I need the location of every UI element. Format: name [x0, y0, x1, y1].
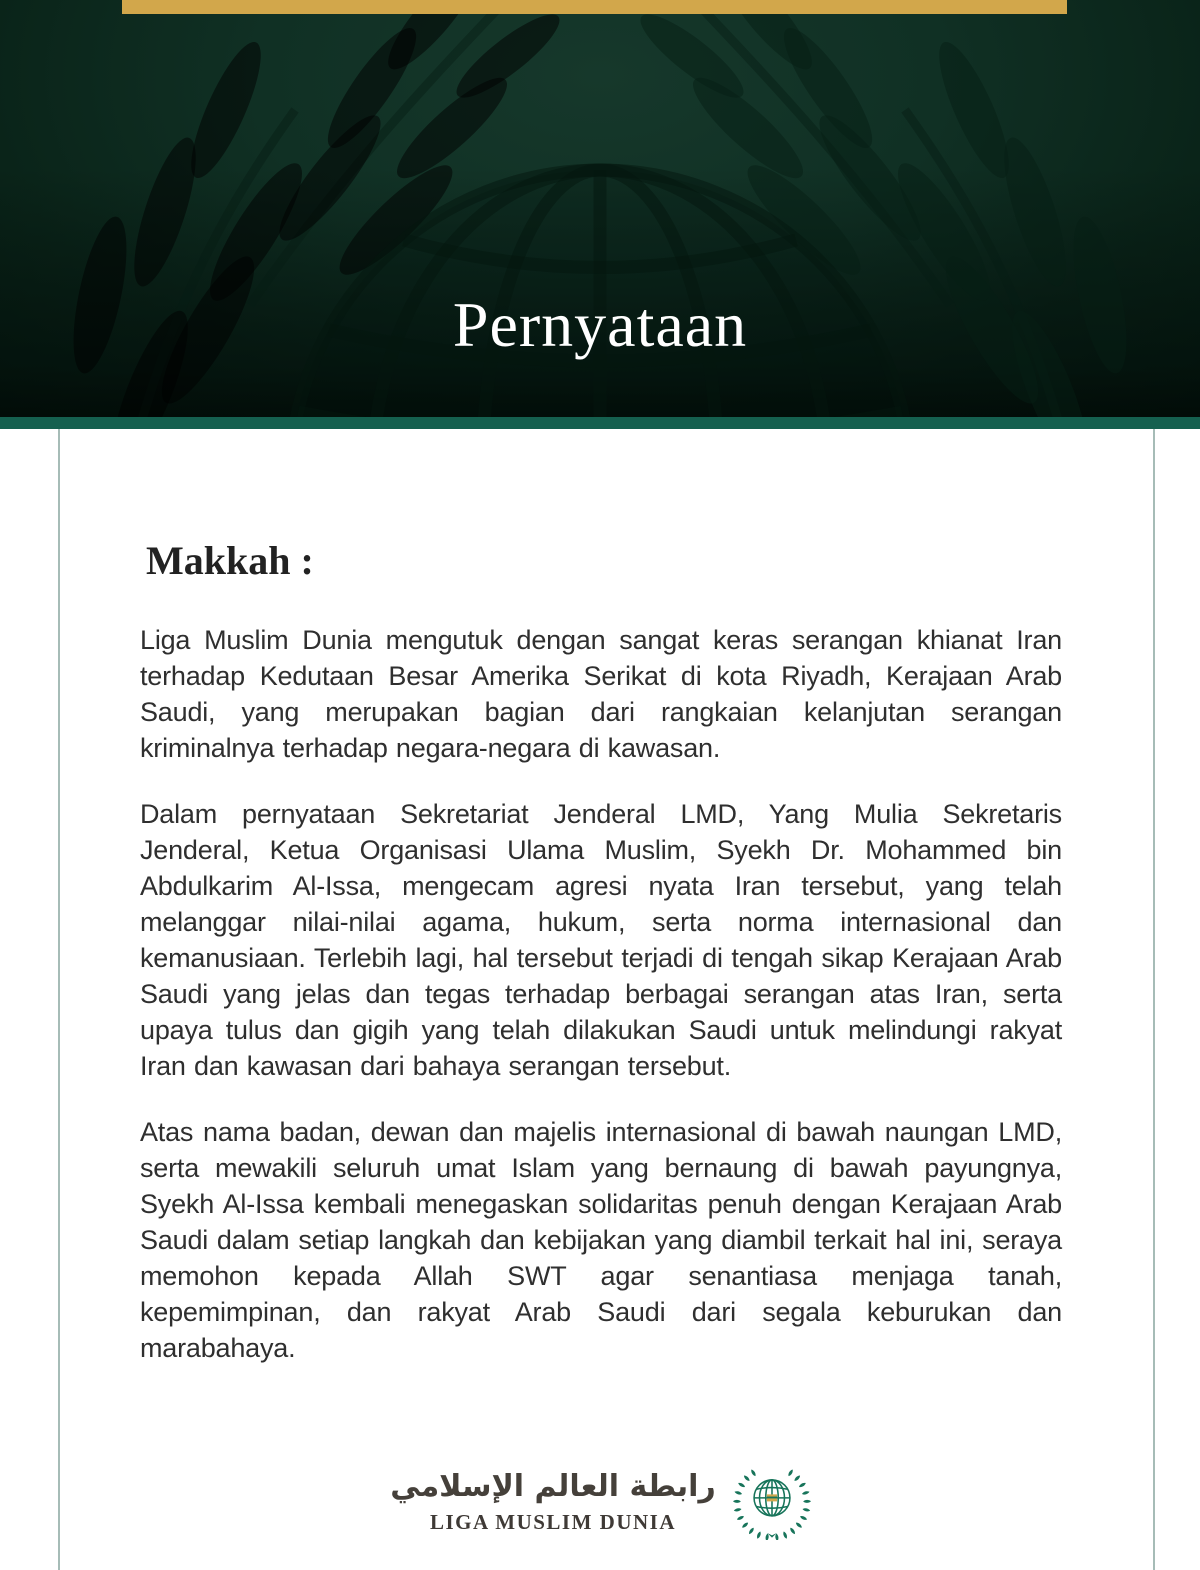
header-banner [0, 0, 1200, 417]
page-title: Pernyataan [452, 289, 748, 360]
statement-paragraph: Dalam pernyataan Sekretariat Jenderal LMD, Yang Mulia Sekretaris Jenderal, Ketua Organisasi Ulama Muslim, Syekh Dr. Mohammed bin Abdulkarim Al-Issa, mengecam agresi nyata Iran tersebut, yang telah melanggar nilai-nilai agama, hukum, serta norma internasional dan kemanusiaan. Terlebih lagi, hal tersebut terjadi di tengah sikap Kerajaan Arab Saudi yang jelas dan tegas terhadap berbagai serangan atas Iran, serta upaya tulus dan gigih yang telah dilakukan Saudi untuk melindungi rakyat Iran dan kawasan dari bahaya serangan tersebut. [140, 799, 1062, 1081]
location-heading: Makkah : [146, 538, 314, 583]
teal-divider-strip [0, 417, 1200, 429]
logo-text-block [390, 1467, 716, 1535]
statement-paragraph: Atas nama badan, dewan dan majelis internasional di bawah naungan LMD, serta mewakili seluruh umat Islam yang bernaung di bawah payungnya, Syekh Al-Issa kembali menegaskan solidaritas penuh dengan Kerajaan Arab Saudi dalam setiap langkah dan kebijakan yang diambil terkait hal ini, seraya memohon kepada Allah SWT agar senantiasa menjaga tanah, kepemimpinan, dan rakyat Arab Saudi dari segala keburukan dan marabahaya. [140, 1117, 1062, 1363]
organization-logo [140, 1462, 1062, 1540]
logo-organization-name: LIGA MUSLIM DUNIA [429, 1509, 677, 1534]
statement-body [0, 537, 1200, 1540]
logo-arabic-calligraphy: رابطة العالم الإسلامي [390, 1469, 716, 1505]
statement-paragraph: Liga Muslim Dunia mengutuk dengan sangat keras serangan khianat Iran terhadap Kedutaan Besar Amerika Serikat di kota Riyadh, Kerajaan Arab Saudi, yang merupakan bagian dari rangkaian kelanjutan serangan kriminalnya terhadap negara-negara di kawasan. [140, 625, 1062, 763]
gold-accent-bar [122, 0, 1067, 14]
mwl-wreath-globe-emblem-icon [732, 1462, 812, 1540]
